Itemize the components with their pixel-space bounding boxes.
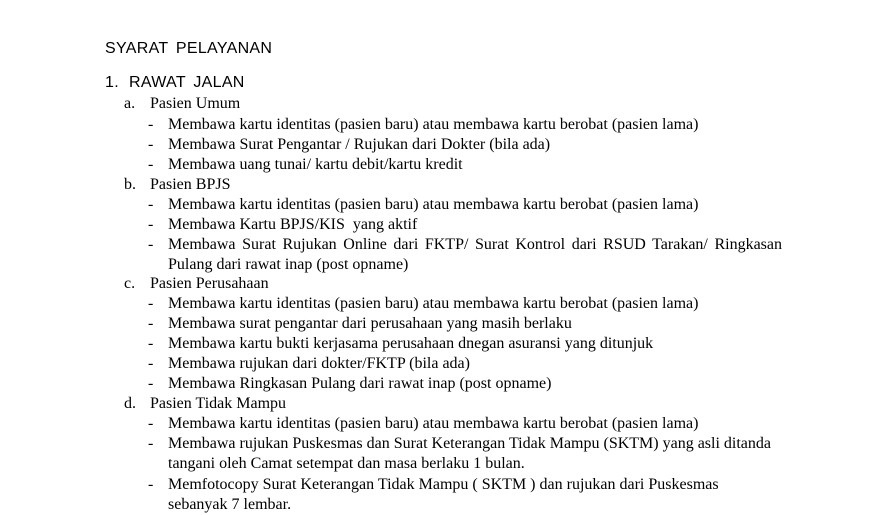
subsection-letter: d. (124, 395, 136, 412)
section-title: RAWAT JALAN (129, 74, 245, 91)
list-item (148, 434, 782, 474)
subsection-title: Pasien Tidak Mampu (150, 395, 287, 412)
subsection-title: Pasien BPJS (150, 176, 231, 193)
list-item-text: Membawa uang tunai/ kartu debit/kartu kredit (168, 156, 463, 173)
list-item (148, 215, 782, 235)
bullet-dash: - (148, 476, 154, 493)
list-item (148, 374, 782, 394)
bullet-dash: - (148, 375, 154, 392)
list-item (148, 135, 782, 155)
bullet-dash: - (148, 156, 154, 173)
subsection-letter: a. (124, 95, 136, 112)
subsection-letter: c. (124, 275, 136, 292)
list-item (148, 475, 782, 515)
list-item (148, 334, 782, 354)
list-item-text: Membawa rujukan Puskesmas dan Surat Keterangan Tidak Mampu (SKTM) yang asli ditanda tangani oleh Camat setempat dan masa berlaku 1 bulan. (168, 435, 772, 472)
list-item-text: Membawa Surat Pengantar / Rujukan dari Dokter (bila ada) (168, 136, 551, 153)
subsection-title: Pasien Perusahaan (150, 275, 269, 292)
list-item-text: Membawa kartu bukti kerjasama perusahaan dnegan asuransi yang ditunjuk (168, 335, 654, 352)
list-item-text: Membawa Surat Rujukan Online dari FKTP/ Surat Kontrol dari RSUD Tarakan/ Ringkasan Pulang dari rawat inap (post opname) (168, 236, 782, 273)
list-item (148, 314, 782, 334)
list-item-text: Membawa kartu identitas (pasien baru) atau membawa kartu berobat (pasien lama) (168, 116, 699, 133)
list-item (148, 354, 782, 374)
list-item (148, 235, 782, 275)
bullet-dash: - (148, 216, 154, 233)
list-item-text: Membawa Kartu BPJS/KIS yang aktif (168, 216, 418, 233)
bullet-dash: - (148, 335, 154, 352)
bullet-dash: - (148, 435, 154, 452)
section-number: 1. (105, 74, 119, 91)
list-item (148, 294, 782, 314)
bullet-dash: - (148, 116, 154, 133)
section-rawat-jalan-heading (105, 74, 245, 92)
subsection-letter: b. (124, 176, 136, 193)
list-item (148, 155, 782, 175)
list-item (148, 195, 782, 215)
list-item-text: Membawa rujukan dari dokter/FKTP (bila ada) (168, 355, 470, 372)
list-item-text: Membawa kartu identitas (pasien baru) atau membawa kartu berobat (pasien lama) (168, 415, 699, 432)
list-item-text: Membawa Ringkasan Pulang dari rawat inap (post opname) (168, 375, 552, 392)
list-item (148, 414, 782, 434)
bullet-dash: - (148, 295, 154, 312)
bullet-dash: - (148, 136, 154, 153)
list-item-text: Membawa kartu identitas (pasien baru) atau membawa kartu berobat (pasien lama) (168, 196, 699, 213)
bullet-dash: - (148, 196, 154, 213)
list-item-text: Membawa surat pengantar dari perusahaan yang masih berlaku (168, 315, 572, 332)
bullet-dash: - (148, 315, 154, 332)
subsection-pasien-bpjs (124, 175, 804, 195)
list-item-text: Memfotocopy Surat Keterangan Tidak Mampu ( SKTM ) dan rujukan dari Puskesmas sebanyak 7 lembar. (168, 476, 719, 513)
list-item (148, 115, 782, 135)
subsection-title: Pasien Umum (150, 95, 241, 112)
bullet-dash: - (148, 415, 154, 432)
subsection-pasien-umum (124, 94, 804, 114)
bullet-dash: - (148, 236, 154, 253)
subsection-pasien-tidak-mampu (124, 394, 804, 414)
list-item-text: Membawa kartu identitas (pasien baru) atau membawa kartu berobat (pasien lama) (168, 295, 699, 312)
subsection-pasien-perusahaan (124, 274, 804, 294)
document-title: SYARAT PELAYANAN (105, 40, 273, 57)
bullet-dash: - (148, 355, 154, 372)
